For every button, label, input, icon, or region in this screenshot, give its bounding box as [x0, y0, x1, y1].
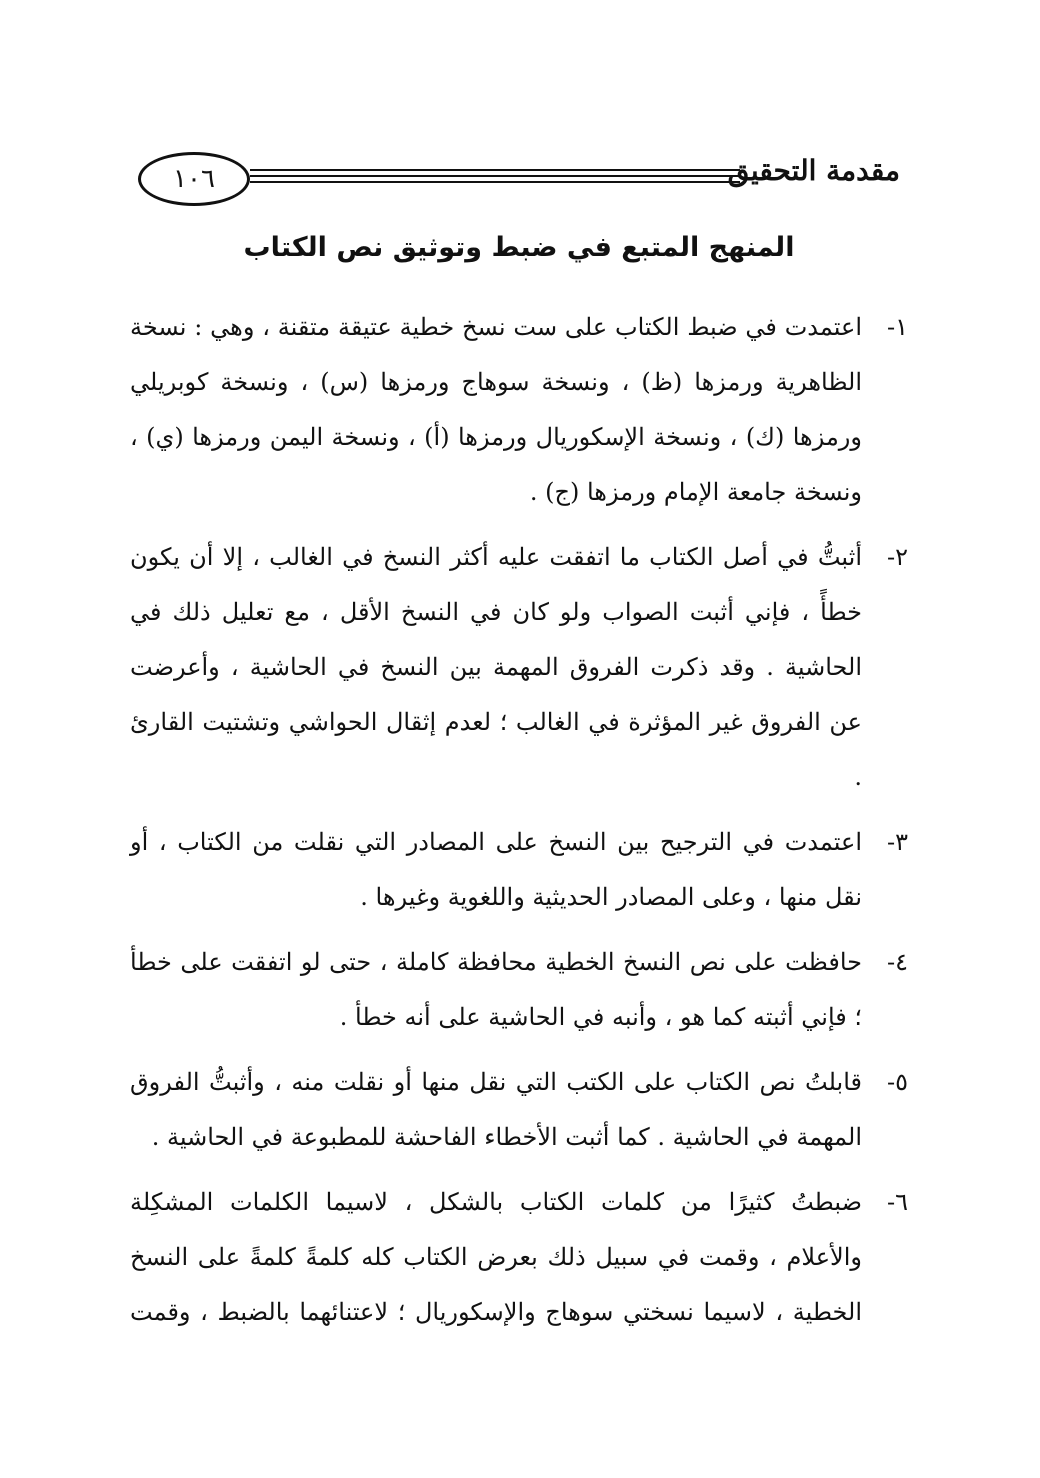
list-item	[130, 300, 908, 520]
item-number: ٢-	[887, 543, 908, 571]
list-item	[130, 1175, 908, 1340]
page-number: ١٠٦	[173, 164, 215, 194]
header-rule	[250, 169, 740, 189]
item-number: ١-	[887, 313, 908, 341]
item-text: أثبتُّ في أصل الكتاب ما اتفقت عليه أكثر النسخ في الغالب ، إلا أن يكون خطأً ، فإني أثبت الصواب ولو كان في النسخ الأقل ، مع تعليل ذلك في الحاشية . وقد ذكرت الفروق المهمة بين النسخ في الحاشية ، وأعرضت عن الفروق غير المؤثرة في الغالب ؛ لعدم إثقال الحواشي وتشتيت القارئ .	[130, 543, 862, 791]
numbered-list	[130, 300, 908, 1350]
page-number-badge	[138, 152, 250, 206]
item-text: اعتمدت في الترجيح بين النسخ على المصادر التي نقلت من الكتاب ، أو نقل منها ، وعلى المصادر الحديثية واللغوية وغيرها .	[130, 828, 862, 911]
page-header	[138, 152, 900, 212]
list-item	[130, 530, 908, 805]
section-title: المنهج المتبع في ضبط وتوثيق نص الكتاب	[243, 232, 795, 263]
item-number: ٥-	[887, 1068, 908, 1096]
item-text: قابلتُ نص الكتاب على الكتب التي نقل منها أو نقلت منه ، وأثبتُّ الفروق المهمة في الحاشية . كما أثبت الأخطاء الفاحشة للمطبوعة في الحاشية .	[130, 1068, 862, 1151]
list-item	[130, 935, 908, 1045]
header-rule-line	[250, 169, 740, 171]
header-rule-line	[250, 181, 740, 183]
item-number: ٤-	[887, 948, 908, 976]
item-number: ٣-	[887, 828, 908, 856]
item-number: ٦-	[887, 1188, 908, 1216]
list-item	[130, 1055, 908, 1165]
item-text: حافظت على نص النسخ الخطية محافظة كاملة ، حتى لو اتفقت على خطأ ؛ فإني أثبته كما هو ، وأنبه في الحاشية على أنه خطأ .	[130, 948, 862, 1031]
item-text: اعتمدت في ضبط الكتاب على ست نسخ خطية عتيقة متقنة ، وهي : نسخة الظاهرية ورمزها (ظ) ، ونسخة سوهاج ورمزها (س) ، ونسخة كوبريلي ورمزها (ك) ، ونسخة الإسكوريال ورمزها (أ) ، ونسخة اليمن ورمزها (ي) ، ونسخة جامعة الإمام ورمزها (ج) .	[130, 313, 862, 506]
item-text: ضبطتُ كثيرًا من كلمات الكتاب بالشكل ، لاسيما الكلمات المشكِلة والأعلام ، وقمت في سبيل ذلك بعرض الكتاب كله كلمةً كلمةً على النسخ الخطية ، لاسيما نسختي سوهاج والإسكوريال ؛ لاعتنائهما بالضبط ، وقمت	[130, 1188, 862, 1326]
list-item	[130, 815, 908, 925]
header-rule-line	[250, 175, 740, 177]
running-title: مقدمة التحقيق	[727, 154, 900, 187]
